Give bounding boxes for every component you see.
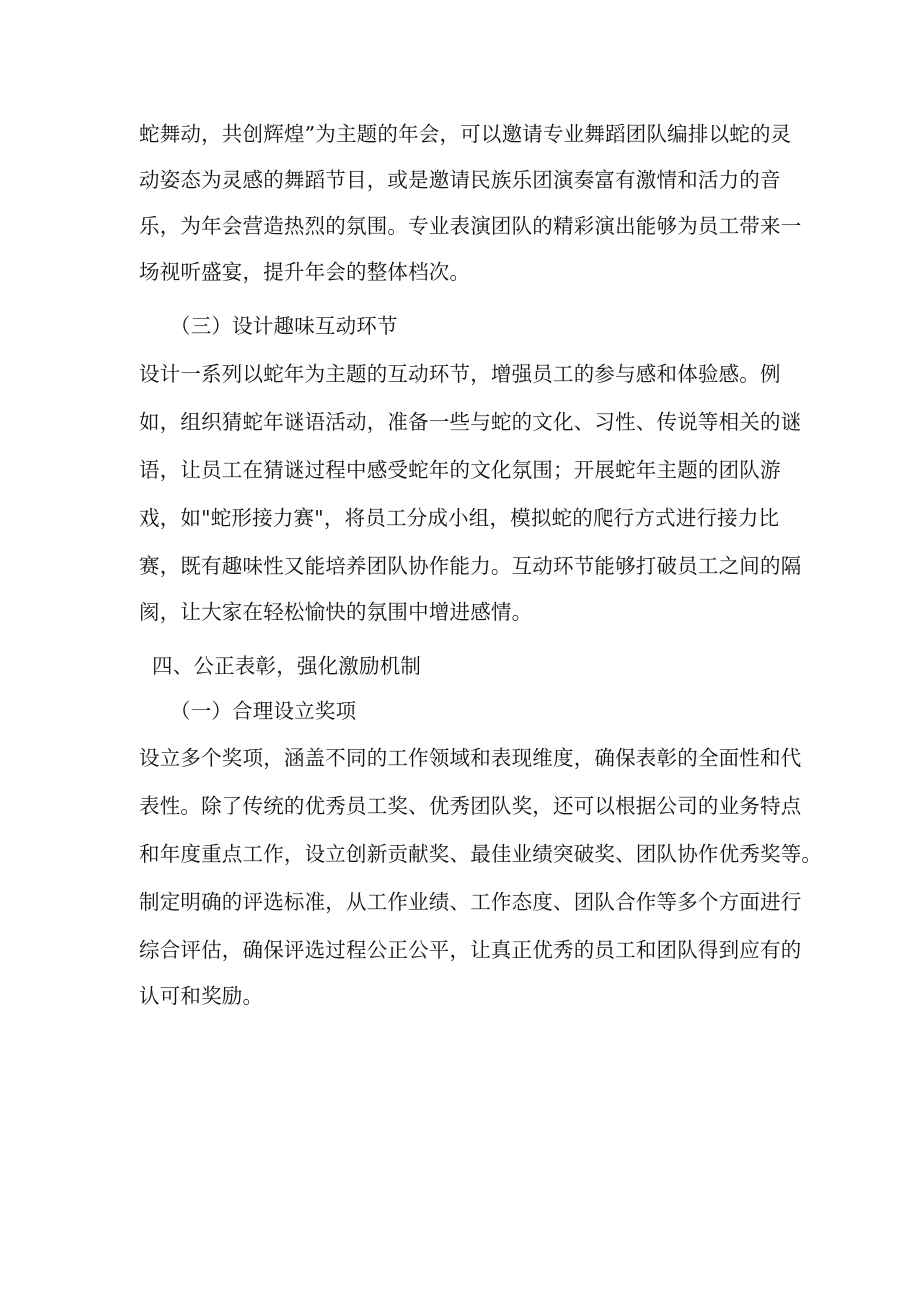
paragraph-3-line-4: 制定明确的评选标准，从工作业绩、工作态度、团队合作等多个方面进行	[139, 890, 802, 914]
paragraph-1-line-4: 场视听盛宴，提升年会的整体档次。	[139, 260, 471, 284]
section-4-heading: 四、公正表彰，强化激励机制	[152, 654, 422, 678]
paragraph-2-line-4: 戏，如"蛇形接力赛"，将员工分成小组，模拟蛇的爬行方式进行接力比	[139, 506, 780, 530]
paragraph-1-line-3: 乐，为年会营造热烈的氛围。专业表演团队的精彩演出能够为员工带来一	[139, 214, 802, 238]
subheading-3: （三）设计趣味互动环节	[170, 314, 398, 338]
paragraph-1-line-1: 蛇舞动，共创辉煌”为主题的年会，可以邀请专业舞蹈团队编排以蛇的灵	[139, 122, 792, 146]
paragraph-1-line-2: 动姿态为灵感的舞蹈节目，或是邀请民族乐团演奏富有激情和活力的音	[139, 168, 781, 192]
paragraph-2-line-6: 阂，让大家在轻松愉快的氛围中增进感情。	[139, 600, 533, 624]
paragraph-2-line-3: 语，让员工在猜谜过程中感受蛇年的文化氛围；开展蛇年主题的团队游	[139, 458, 781, 482]
paragraph-3-line-1: 设立多个奖项，涵盖不同的工作领域和表现维度，确保表彰的全面性和代	[139, 746, 802, 770]
paragraph-3-line-3: 和年度重点工作，设立创新贡献奖、最佳业绩突破奖、团队协作优秀奖等。	[139, 842, 823, 866]
paragraph-3-line-5: 综合评估，确保评选过程公正公平，让真正优秀的员工和团队得到应有的	[139, 938, 802, 962]
paragraph-3-line-2: 表性。除了传统的优秀员工奖、优秀团队奖，还可以根据公司的业务特点	[139, 794, 802, 818]
paragraph-2-line-2: 如，组织猜蛇年谜语活动，准备一些与蛇的文化、习性、传说等相关的谜	[139, 410, 802, 434]
paragraph-2-line-5: 赛，既有趣味性又能培养团队协作能力。互动环节能够打破员工之间的隔	[139, 554, 802, 578]
subheading-4-1: （一）合理设立奖项	[170, 699, 357, 723]
paragraph-3-line-6: 认可和奖励。	[139, 984, 264, 1008]
paragraph-2-line-1: 设计一系列以蛇年为主题的互动环节，增强员工的参与感和体验感。例	[139, 362, 781, 386]
